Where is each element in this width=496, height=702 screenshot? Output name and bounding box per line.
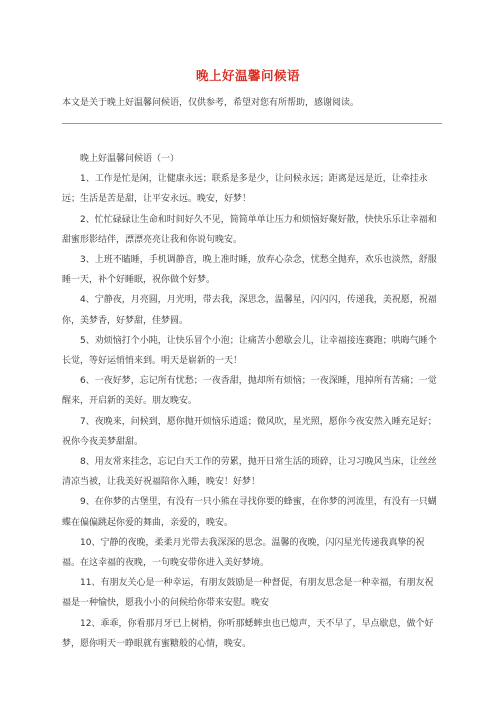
document-body	[62, 149, 442, 654]
paragraph: 5、劝烦恼打个小盹，让快乐冒个小泡；让痛苦小憩歇会儿，让幸福接连赛跑；哄晦气睡个长觉，等好运悄悄来到。明天是崭新的一天！	[62, 335, 437, 367]
paragraph: 6、一夜好梦，忘记所有忧愁；一夜香甜，抛却所有烦恼；一夜深睡，甩掉所有苦痛；一觉醒来，开启新的美好。朋友晚安。	[62, 376, 437, 407]
section-heading: 晚上好温馨问候语（一）	[80, 154, 180, 164]
divider-rule	[62, 123, 442, 124]
paragraph: 12、乖乖，你看那月牙已上树梢，你听那蟋蟀虫也已熄声，天不早了，早点歇息，做个好梦，愿你明天一睁眼就有蜜糖般的心情，晚安。	[62, 618, 434, 649]
document-title: 晚上好温馨问候语	[195, 68, 300, 83]
paragraph: 7、夜晚来，问候到，愿你抛开烦恼乐逍遥；微风吹，星光照，愿你今夜安然入睡充足好；祝你今夜美梦甜甜。	[62, 416, 437, 447]
paragraph: 1、工作是忙是闲，让健康永远；联系是多是少，让问候永远；距离是远是近，让牵挂永远；生活是苦是甜，让平安永远。晚安，好梦！	[62, 174, 428, 205]
paragraph: 3、上班不瞌睡，手机调静音，晚上准时睡，放弃心杂念，忧愁全抛弃，欢乐也淡然，舒服睡一天，补个好睡眠，祝你做个好梦。	[62, 255, 437, 286]
paragraph: 4、宁静夜，月亮圆，月光明，带去我，深思念，温馨星，闪闪闪，传递我，美祝愿，祝福你，美梦香，好梦甜，佳梦圆。	[62, 295, 437, 326]
paragraph: 8、用友常来挂念，忘记白天工作的劳累，抛开日常生活的琐碎，让习习晚风当床，让丝丝清凉当被，让我美好祝福陪你入睡，晚安！好梦！	[62, 457, 437, 488]
paragraph: 11、有朋友关心是一种幸运，有朋友鼓励是一种督促，有朋友思念是一种幸福，有朋友祝福是一种愉快，愿我小小的问候给你带来安慰。晚安	[62, 578, 434, 609]
paragraph: 10、宁静的夜晚，柔柔月光带去我深深的思念。温馨的夜晚，闪闪星光传递我真挚的祝福。在这幸福的夜晚，一句晚安带你进入美好梦境。	[62, 537, 425, 569]
paragraph: 2、忙忙碌碌让生命和时间好久不见，简简单单让压力和烦恼好聚好散，快快乐乐让幸福和甜蜜形影结伴，漂漂亮亮让我和你说句晚安。	[62, 214, 437, 245]
document-intro: 本文是关于晚上好温馨问候语，仅供参考，希望对您有所帮助，感谢阅读。	[62, 98, 360, 108]
paragraph: 9、在你梦的古堡里，有没有一只小熊在寻找你要的蜂蜜，在你梦的河流里，有没有一只蝴蝶在偏偏跳起你爱的舞曲，亲爱的，晚安。	[62, 497, 437, 528]
